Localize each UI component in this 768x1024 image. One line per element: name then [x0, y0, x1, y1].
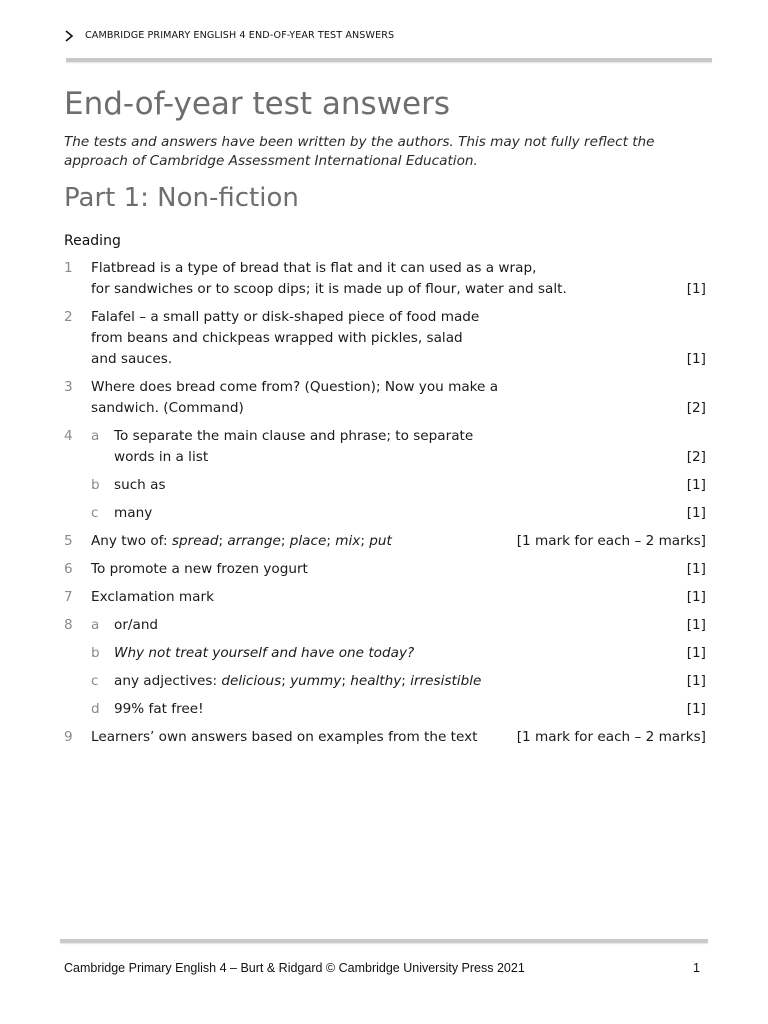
mark-allocation: [2] [686, 449, 706, 465]
mark-allocation: [1] [686, 561, 706, 577]
answer-line: To separate the main clause and phrase; to separate [114, 428, 474, 444]
answer-item-7 [64, 587, 706, 608]
part-heading: Part 1: Non-fiction [64, 183, 299, 213]
answer-item-8d [64, 699, 706, 720]
answer-line: for sandwiches or to scoop dips; it is made up of flour, water and salt. [91, 281, 567, 297]
question-number: 4 [64, 428, 73, 444]
answer-item-4c [64, 503, 706, 524]
question-number: 9 [64, 729, 73, 745]
answer-word: irresistible [410, 673, 482, 689]
section-heading: Reading [64, 233, 121, 249]
answer-line: any adjectives: delicious; yummy; healthy; irresistible [114, 673, 482, 689]
intro-note [64, 133, 714, 171]
answer-item-4b [64, 475, 706, 496]
footer-rule [60, 939, 708, 943]
question-number: 3 [64, 379, 73, 395]
answer-line: Where does bread come from? (Question); Now you make a [91, 379, 499, 395]
answer-line: Falafel – a small patty or disk-shaped piece of food made [91, 309, 480, 325]
answer-line: Any two of: spread; arrange; place; mix; put [91, 533, 392, 549]
answer-line: many [114, 505, 153, 521]
answer-item-6 [64, 559, 706, 580]
answer-item-9 [64, 727, 706, 748]
answer-item-5 [64, 531, 706, 552]
mark-allocation: [1] [686, 617, 706, 633]
answer-word: place [289, 533, 327, 549]
answer-item-8c [64, 671, 706, 692]
mark-allocation: [1] [686, 505, 706, 521]
answer-line: Flatbread is a type of bread that is flat and it can used as a wrap, [91, 260, 537, 276]
question-number: 7 [64, 589, 73, 605]
answer-line: Exclamation mark [91, 589, 214, 605]
question-number: 6 [64, 561, 73, 577]
answer-line: 99% fat free! [114, 701, 204, 717]
answer-word: put [369, 533, 392, 549]
question-number: 8 [64, 617, 73, 633]
mark-allocation: [1] [686, 673, 706, 689]
mark-allocation: [1] [686, 477, 706, 493]
header-rule [66, 58, 712, 62]
answer-line: words in a list [114, 449, 209, 465]
answer-line: sandwich. (Command) [91, 400, 244, 416]
mark-allocation: [1] [686, 701, 706, 717]
question-number: 5 [64, 533, 73, 549]
answer-item-1 [64, 258, 706, 300]
sub-question-letter: c [91, 505, 99, 521]
answer-line: and sauces. [91, 351, 173, 367]
answer-line: To promote a new frozen yogurt [91, 561, 308, 577]
answer-line: from beans and chickpeas wrapped with pickles, salad [91, 330, 463, 346]
answer-word: spread [171, 533, 219, 549]
chevron-right-icon [63, 29, 75, 43]
sub-question-letter: b [91, 645, 100, 661]
running-title: CAMBRIDGE PRIMARY ENGLISH 4 END-OF-YEAR TEST ANSWERS [85, 30, 395, 41]
answer-word: mix [335, 533, 361, 549]
answer-word: delicious [221, 673, 282, 689]
mark-allocation: [1] [686, 351, 706, 367]
mark-allocation: [1] [686, 281, 706, 297]
answer-line: or/and [114, 617, 159, 633]
footer-copyright: Cambridge Primary English 4 – Burt & Ridgard © Cambridge University Press 2021 [64, 961, 525, 975]
question-number: 1 [64, 260, 73, 276]
sub-question-letter: a [91, 617, 100, 633]
mark-allocation: [2] [686, 400, 706, 416]
intro-line: The tests and answers have been written by the authors. This may not fully reflect the [64, 134, 655, 150]
answer-item-8a [64, 615, 706, 636]
mark-allocation: [1] [686, 589, 706, 605]
answer-line: such as [114, 477, 166, 493]
answer-item-4a [64, 426, 706, 468]
answer-word: arrange [227, 533, 281, 549]
mark-allocation: [1] [686, 645, 706, 661]
answer-item-3 [64, 377, 706, 419]
answer-item-2 [64, 307, 706, 370]
page-title: End-of-year test answers [64, 86, 451, 122]
answer-prefix: Any two of: [91, 533, 172, 549]
sub-question-letter: a [91, 428, 100, 444]
intro-line: approach of Cambridge Assessment International Education. [64, 153, 478, 169]
answer-word: healthy [350, 673, 402, 689]
question-number: 2 [64, 309, 73, 325]
sub-question-letter: b [91, 477, 100, 493]
answer-line: Learners’ own answers based on examples from the text [91, 729, 478, 745]
sub-question-letter: d [91, 701, 100, 717]
answer-item-8b [64, 643, 706, 664]
page-number: 1 [693, 961, 700, 975]
answer-word: yummy [290, 673, 342, 689]
mark-allocation: [1 mark for each – 2 marks] [516, 533, 706, 549]
sub-question-letter: c [91, 673, 99, 689]
running-header [67, 30, 394, 41]
answer-line: Why not treat yourself and have one today? [114, 645, 415, 661]
answer-list [64, 258, 706, 748]
mark-allocation: [1 mark for each – 2 marks] [516, 729, 706, 745]
answer-prefix: any adjectives: [114, 673, 222, 689]
